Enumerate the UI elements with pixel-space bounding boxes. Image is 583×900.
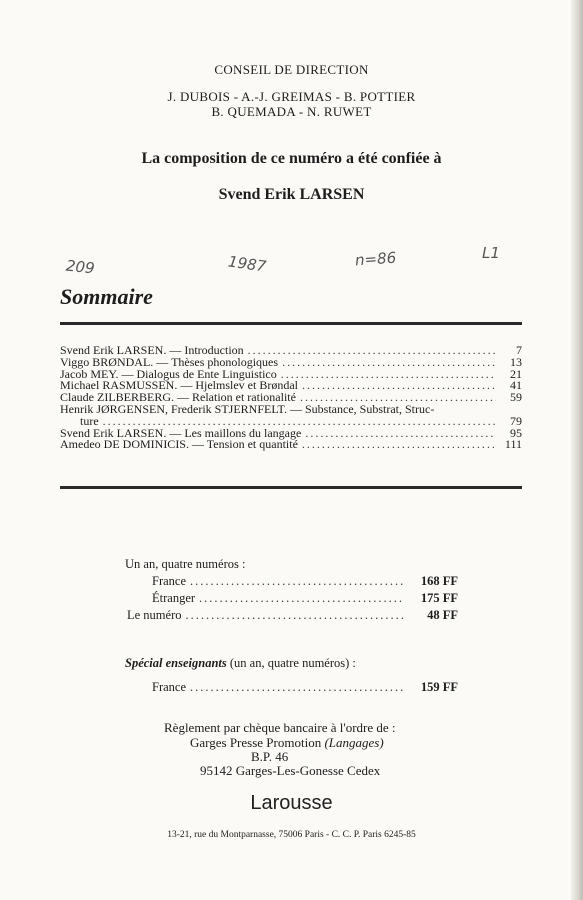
subscription-heading: Un an, quatre numéros :	[125, 557, 246, 571]
subscription-price: 48 FF	[427, 608, 458, 622]
leader-dots	[199, 591, 404, 606]
toc-entry-title: Svend Erik LARSEN. — Les maillons du langage	[60, 425, 302, 440]
special-teachers-heading	[125, 656, 356, 671]
composition-statement: La composition de ce numéro a été confiée à	[141, 150, 442, 167]
toc-leader-dots	[281, 369, 496, 381]
subscription-label: Le numéro	[127, 608, 182, 622]
toc-entry-page: 79	[510, 413, 522, 428]
handwritten-note: 209	[65, 256, 96, 278]
subscription-row-france	[152, 574, 458, 589]
subscription-label: Étranger	[152, 591, 196, 605]
payment-city: 95142 Garges-Les-Gonesse Cedex	[200, 763, 381, 778]
toc-entry-page: 13	[510, 354, 522, 369]
toc-leader-dots	[248, 345, 496, 357]
handwritten-note: L1	[482, 244, 500, 262]
sommaire-heading: Sommaire	[60, 284, 153, 309]
toc-entry-title: Svend Erik LARSEN. — Introduction	[60, 343, 244, 357]
toc-entry-title: Michael RASMUSSEN. — Hjelmslev et Brøndal	[60, 378, 298, 393]
subscription-price: 175 FF	[420, 591, 458, 605]
publisher-logo-text: Larousse	[250, 792, 333, 814]
subscription-row-etranger	[152, 591, 458, 606]
toc-leader-dots	[305, 428, 496, 440]
divider-top	[60, 322, 522, 325]
council-members-line2: B. QUEMADA - N. RUWET	[211, 104, 372, 119]
toc-entry[interactable]	[60, 439, 522, 451]
toc-entry-page: 41	[510, 378, 522, 393]
publisher-address: 13-21, rue du Montparnasse, 75006 Paris - C. C. P. Paris 6245-85	[167, 830, 416, 840]
toc-leader-dots	[282, 357, 496, 369]
toc-leader-dots	[302, 380, 496, 392]
leader-dots	[190, 574, 404, 589]
subscription-row-special-france	[152, 680, 458, 695]
council-members-line1: J. DUBOIS - A.-J. GREIMAS - B. POTTIER	[167, 89, 416, 104]
toc-entry-page: 59	[510, 390, 522, 405]
subscription-label: France	[152, 680, 187, 694]
toc-entry-page: 7	[516, 343, 522, 357]
toc-entry-title: ture	[80, 413, 99, 428]
handwritten-note: n=86	[354, 248, 397, 270]
toc-entry-title: Jacob MEY. — Dialogus de Ente Linguistico	[60, 366, 277, 381]
subscription-row-numero	[127, 608, 458, 623]
toc-leader-dots	[302, 439, 496, 451]
special-teachers-label: Spécial enseignants	[125, 656, 227, 670]
toc-entry-title: Viggo BRØNDAL. — Thèses phonologiques	[60, 354, 279, 369]
payment-line: Règlement par chèque bancaire à l'ordre de :	[164, 720, 396, 735]
handwritten-note: 1987	[226, 252, 268, 276]
toc-entry-title: Amedeo DE DOMINICIS. — Tension et quantité	[60, 437, 298, 452]
toc-entry-title: Claude ZILBERBERG. — Relation et rationalité	[60, 390, 296, 405]
subscription-price: 168 FF	[420, 574, 458, 588]
toc-entry-page: 21	[510, 366, 522, 381]
divider-bottom	[60, 486, 522, 489]
page-edge-shadow	[571, 0, 583, 900]
special-teachers-detail: (un an, quatre numéros) :	[226, 656, 356, 670]
toc-entry[interactable]	[60, 401, 522, 416]
toc-entry-page: 111	[504, 437, 522, 452]
subscription-price: 159 FF	[420, 680, 458, 694]
payment-recipient-name: Garges Presse Promotion	[190, 735, 322, 750]
council-title: CONSEIL DE DIRECTION	[214, 62, 369, 77]
table-of-contents	[60, 345, 522, 451]
toc-entry-page: 95	[510, 425, 522, 440]
payment-po-box: B.P. 46	[251, 749, 289, 764]
leader-dots	[190, 680, 404, 695]
payment-recipient-note: (Langages)	[324, 735, 384, 750]
leader-dots	[186, 608, 405, 623]
issue-editor: Svend Erik LARSEN	[218, 186, 365, 203]
subscription-label: France	[152, 574, 187, 588]
toc-entry-title: Henrik JØRGENSEN, Frederik STJERNFELT. — Substance, Substrat, Struc-	[60, 401, 435, 416]
